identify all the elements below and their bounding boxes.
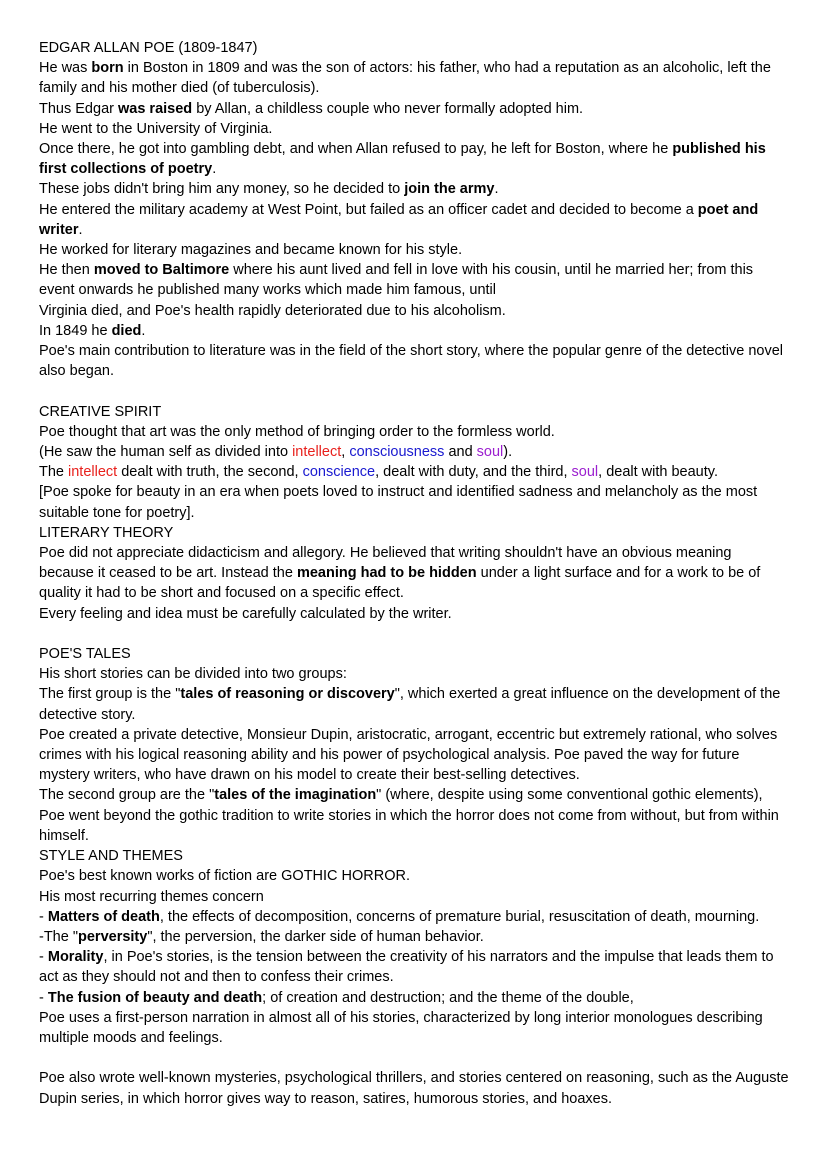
text: The second group are the " <box>39 787 215 804</box>
text: . <box>141 322 146 339</box>
text: . <box>78 221 83 238</box>
bold-text: moved to Baltimore <box>93 262 230 279</box>
closing-paragraph: Poe also wrote well-known mysteries, psychological thrillers, and stories centered on reasoning, such as the Auguste Dupin series, in which horror gives way to reason, satires, humorous stories, and hoaxes. <box>39 1070 789 1107</box>
style-list-item <box>39 988 789 1008</box>
bold-text: tales of the imagination <box>214 787 377 804</box>
literary-heading: LITERARY THEORY <box>39 524 174 541</box>
bold-text: was raised <box>118 100 193 117</box>
text: - <box>39 908 48 925</box>
bold-text: meaning had to be hidden <box>296 565 477 582</box>
document-page <box>39 38 789 1109</box>
bold-text: tales of reasoning or discovery <box>180 686 395 703</box>
bold-text: join the army <box>404 181 495 198</box>
bio-paragraph <box>39 179 789 199</box>
bio-heading: EDGAR ALLAN POE (1809-1847) <box>39 40 258 56</box>
style-paragraph: Poe's best known works of fiction are GOTHIC HORROR. <box>39 868 411 885</box>
tales-paragraph: Poe created a private detective, Monsieur Dupin, aristocratic, arrogant, eccentric but extremely rational, who solves crimes with his logical reasoning ability and his power of psychological analysis. Poe paved the way for future mystery writers, who have drawn on his model to create their best-selling detectives. <box>39 726 778 784</box>
creative-heading: CREATIVE SPIRIT <box>39 403 162 420</box>
text: ). <box>503 444 513 461</box>
text: In 1849 he <box>39 322 112 339</box>
blank-line <box>39 1048 789 1068</box>
text: in Boston in 1809 and was the son of actors: his father, who had a reputation as an alcoholic, left the family and his mother died (of tuberculosis). <box>39 60 771 97</box>
blank-line <box>39 624 789 644</box>
bio-paragraph: Poe's main contribution to literature was in the field of the short story, where the popular genre of the detective novel also began. <box>39 343 784 380</box>
text: These jobs didn't bring him any money, so he decided to <box>39 181 405 198</box>
bio-paragraph <box>39 321 789 341</box>
text: , <box>341 444 350 461</box>
bio-paragraph <box>39 200 789 240</box>
text: , dealt with beauty. <box>598 464 718 481</box>
bold-text: published his first collections of poetry <box>39 141 766 178</box>
bio-paragraph: Virginia died, and Poe's health rapidly deteriorated due to his alcoholism. <box>39 302 506 319</box>
text: ", the perversion, the darker side of human behavior. <box>147 928 484 945</box>
text: " (where, despite using some conventional gothic elements), Poe went beyond the gothic tradition to write stories in which the horror does not come from without, but from within himself. <box>39 787 779 844</box>
text: - <box>39 989 48 1006</box>
text: under a light surface and for a work to be of quality it had to be short and focused on a specific effect. <box>39 565 761 602</box>
creative-paragraph <box>39 462 789 482</box>
text: He entered the military academy at West Point, but failed as an officer cadet and decided to become a <box>39 201 698 218</box>
red-text: intellect <box>292 444 342 461</box>
text: ", which exerted a great influence on the development of the detective story. <box>39 686 781 723</box>
text: He then <box>39 262 94 279</box>
text: , the effects of decomposition, concerns of premature burial, resuscitation of death, mourning. <box>159 908 760 925</box>
bio-paragraph: He worked for literary magazines and became known for his style. <box>39 242 463 259</box>
text: by Allan, a childless couple who never formally adopted him. <box>192 100 584 117</box>
bio-paragraph <box>39 58 789 98</box>
bold-text: perversity <box>78 928 148 945</box>
purple-text: soul <box>571 464 599 481</box>
bold-text: poet and writer <box>39 201 759 238</box>
text: -The " <box>39 928 78 945</box>
text: (He saw the human self as divided into <box>39 444 293 461</box>
bold-text: Matters of death <box>47 908 160 925</box>
literary-paragraph <box>39 543 789 604</box>
text: , dealt with duty, and the third, <box>375 464 572 481</box>
bio-paragraph <box>39 260 789 300</box>
red-text: intellect <box>68 464 118 481</box>
creative-paragraph <box>39 442 789 462</box>
blue-text: consciousness <box>349 444 445 461</box>
purple-text: soul <box>476 444 504 461</box>
blank-line <box>39 381 789 401</box>
style-paragraph: His most recurring themes concern <box>39 888 264 905</box>
style-list-item <box>39 907 789 927</box>
tales-heading: POE'S TALES <box>39 646 131 663</box>
text: and <box>444 444 477 461</box>
text: The first group is the " <box>39 686 181 703</box>
literary-paragraph: Every feeling and idea must be carefully calculated by the writer. <box>39 605 452 622</box>
text: The <box>39 464 69 481</box>
style-paragraph: Poe uses a first-person narration in almost all of his stories, characterized by long interior monologues describing multiple moods and feelings. <box>39 1009 763 1046</box>
tales-paragraph: His short stories can be divided into two groups: <box>39 666 347 683</box>
text: . <box>212 161 217 178</box>
text: Poe did not appreciate didacticism and allegory. He believed that writing shouldn't have an obvious meaning because it ceased to be art. Instead the <box>39 545 732 582</box>
text: , in Poe's stories, is the tension between the creativity of his narrators and the impulse that leads them to act as they should not and then to confess their crimes. <box>39 949 774 986</box>
tales-paragraph <box>39 785 789 846</box>
text: ; of creation and destruction; and the theme of the double, <box>262 989 634 1006</box>
blue-text: conscience <box>302 464 376 481</box>
bio-paragraph <box>39 99 789 119</box>
creative-paragraph: Poe thought that art was the only method of bringing order to the formless world. <box>39 423 555 440</box>
style-list-item <box>39 947 789 987</box>
text: dealt with truth, the second, <box>117 464 303 481</box>
text: - <box>39 949 48 966</box>
creative-paragraph: [Poe spoke for beauty in an era when poets loved to instruct and identified sadness and melancholy as the most suitable tone for poetry]. <box>39 484 758 521</box>
text: . <box>494 181 499 198</box>
bio-paragraph <box>39 139 789 179</box>
style-list-item <box>39 927 789 947</box>
bold-text: born <box>91 60 124 77</box>
text: where his aunt lived and fell in love with his cousin, until he married her; from this event onwards he published many works which made him famous, until <box>39 262 754 299</box>
bio-paragraph: He went to the University of Virginia. <box>39 120 273 137</box>
tales-paragraph <box>39 684 789 724</box>
text: He was <box>39 60 92 77</box>
text: Once there, he got into gambling debt, and when Allan refused to pay, he left for Boston, where he <box>39 141 673 158</box>
text: Thus Edgar <box>39 100 118 117</box>
bold-text: Morality <box>47 949 104 966</box>
bold-text: died <box>111 322 142 339</box>
bold-text: The fusion of beauty and death <box>47 989 263 1006</box>
style-heading: STYLE AND THEMES <box>39 848 183 865</box>
